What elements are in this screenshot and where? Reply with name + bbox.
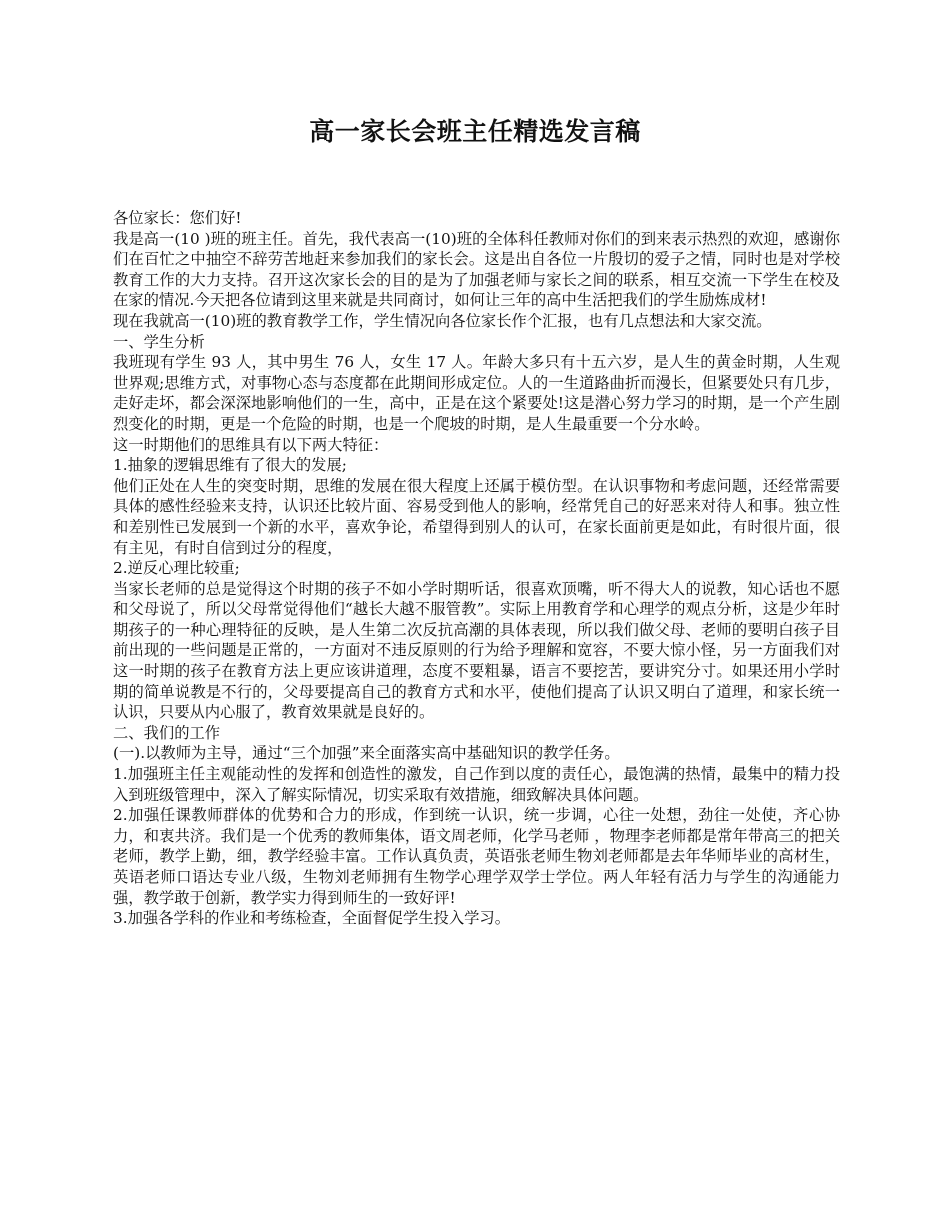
feature-1-heading: 1.抽象的逻辑思维有了很大的发展; <box>113 456 347 475</box>
work-item-1: 1.加强班主任主观能动性的发挥和创造性的激发，自己作到以度的责任心，最饱满的热情，最集中的精力投入到班级管理中，深入了解实际情况，切实采取有效措施，细致解决具体问题。 <box>113 765 840 804</box>
work-subheading-1: (一).以教师为主导，通过“三个加强”来全面落实高中基础知识的教学任务。 <box>113 744 620 763</box>
feature-2-heading: 2.逆反心理比较重; <box>113 559 240 578</box>
document-title: 高一家长会班主任精选发言稿 <box>309 117 641 146</box>
intro-paragraph: 我是高一(10 )班的班主任。首先，我代表高一(10)班的全体科任教师对你们的到来表示热烈的欢迎，感谢你们在百忙之中抽空不辞劳苦地赶来参加我们的家长会。这是出自各位一片殷切的爱子之情，同时也是对学校教育工作的大力支持。召开这次家长会的目的是为了加强老师与家长之间的联系，相互交流一下学生在校及在家的情况.今天把各位请到这里来就是共同商讨，如何让三年的高中生活把我们的学生励炼成材! <box>113 229 840 310</box>
greeting-paragraph: 各位家长：您们好! <box>113 209 242 227</box>
work-item-2: 2.加强任课教师群体的优势和合力的形成，作到统一认识，统一步调，心往一处想，劲往一处使，齐心协力，和衷共济。我们是一个优秀的教师集体，语文周老师，化学马老师 ，物理李老师都是常年带高三的把关老师，教学上勤，细，教学经验丰富。工作认真负责，英语张老师生物刘老师都是去年华师毕业的高材生，英语老师口语达专业八级，生物刘老师拥有生物学心理学双学士学位。两人年轻有活力与学生的沟通能力强，教学敢于创新，教学实力得到师生的一致好评! <box>113 806 840 907</box>
feature-2-paragraph: 当家长老师的总是觉得这个时期的孩子不如小学时期听话，很喜欢顶嘴，听不得大人的说教，知心话也不愿和父母说了，所以父母常觉得他们“越长大越不服管教”。实际上用教育学和心理学的观点分析，这是少年时期孩子的一种心理特征的反映，是人生第二次反抗高潮的具体表现，所以我们做父母、老师的要明白孩子目前出现的一些问题是正常的，一方面对不违反原则的行为给予理解和宽容，不要大惊小怪，另一方面我们对这一时期的孩子在教育方法上更应该讲道理，态度不要粗暴，语言不要挖苦，要讲究分寸。如果还用小学时期的简单说教是不行的，父母要提高自己的教育方式和水平，使他们提高了认识又明白了道理，和家长统一认识，只要从内心服了，教育效果就是良好的。 <box>113 579 840 722</box>
section-heading-student-analysis: 一、学生分析 <box>113 332 205 351</box>
student-analysis-paragraph: 我班现有学生 93 人，其中男生 76 人，女生 17 人。年龄大多只有十五六岁，是人生的黄金时期，人生观世界观;思维方式，对事物心态与态度都在此期间形成定位。人的一生道路曲折而漫长，但紧要处只有几步，走好走坏，都会深深地影响他们的一生，高中，正是在这个紧要处!这是潜心努力学习的时期，是一个产生剧烈变化的时期，更是一个危险的时期，也是一个爬坡的时期，是人生最重要一个分水岭。 <box>113 353 840 433</box>
feature-1-paragraph: 他们正处在人生的突变时期，思维的发展在很大程度上还属于模仿型。在认识事物和考虑问题，还经常需要具体的感性经验来支持，认识还比较片面、容易受到他人的影响，经常凭自己的好恶来对待人和事。独立性和差别性已发展到一个新的水平，喜欢争论，希望得到别人的认可，在家长面前更是如此，有时很片面，很有主见，有时自信到过分的程度， <box>113 476 840 557</box>
document-body <box>113 208 840 929</box>
thinking-features-paragraph: 这一时期他们的思维具有以下两大特征： <box>113 435 389 454</box>
work-item-3: 3.加强各学科的作业和考练检查，全面督促学生投入学习。 <box>113 909 511 928</box>
section-heading-our-work: 二、我们的工作 <box>113 723 221 742</box>
report-paragraph: 现在我就高一(10)班的教育教学工作，学生情况向各位家长作个汇报，也有几点想法和大家交流。 <box>113 311 772 330</box>
